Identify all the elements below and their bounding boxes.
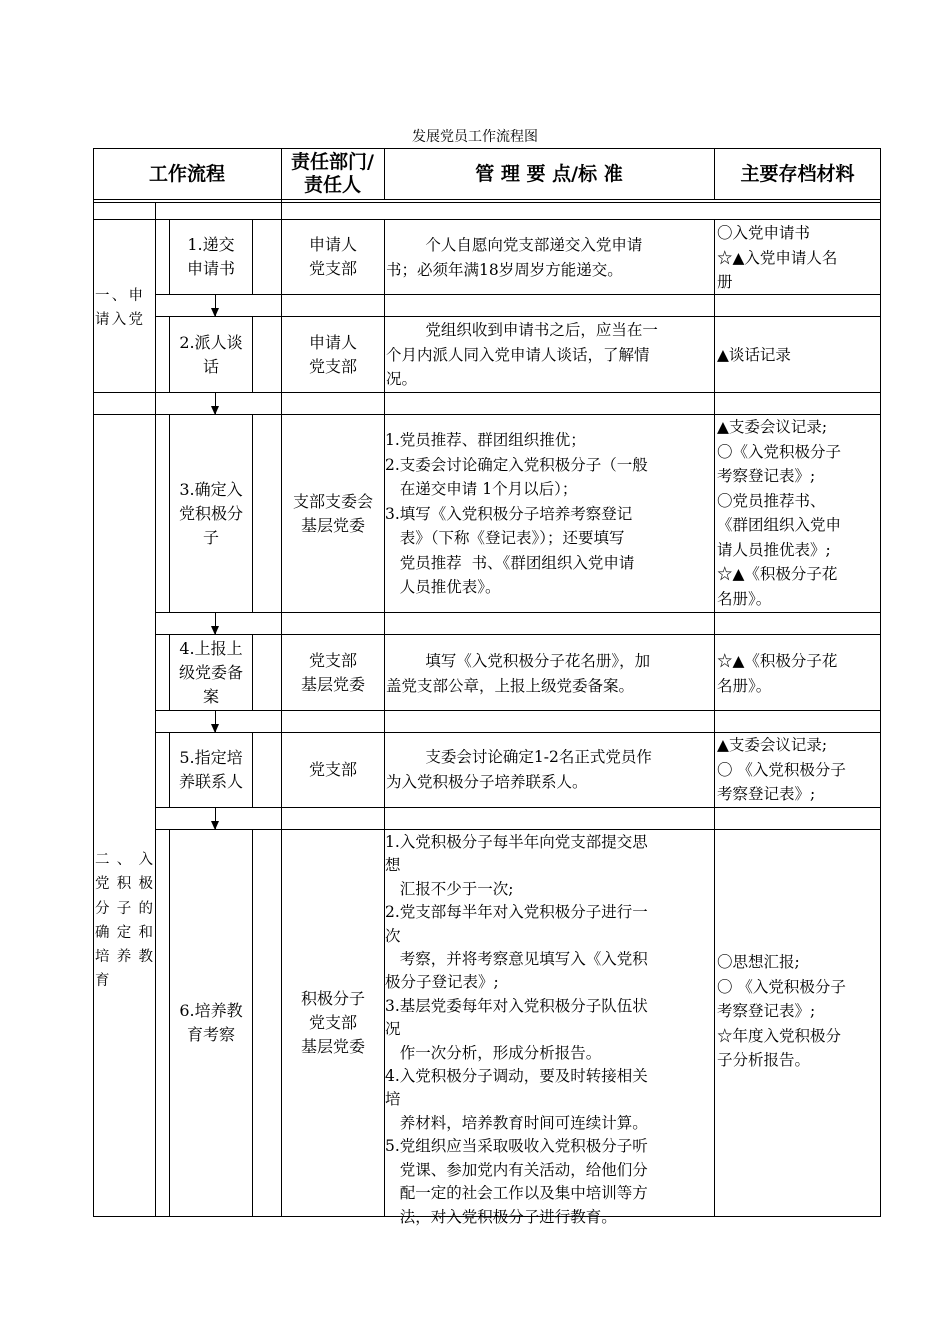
step-5-dept: 党支部	[308, 760, 357, 779]
step-1-points: 个人自愿向党支部递交入党申请 书；必须年满18岁周岁方能递交。	[386, 236, 643, 279]
step-4-dept: 党支部 基层党委	[300, 650, 365, 694]
stage-1-line: 请入党	[95, 312, 143, 328]
step-3-dept: 支部支委会 基层党委	[292, 491, 373, 535]
step-1-docs: 〇入党申请书 ☆▲入党申请人名 册	[717, 224, 838, 291]
header-dept-line2: 责任人	[303, 173, 361, 196]
step-6-dept: 积极分子 党支部 基层党委	[300, 989, 365, 1056]
header-flow: 工作流程	[148, 162, 225, 185]
stage-2-line: 分子的	[95, 900, 153, 917]
stage-2-line: 党积极	[95, 876, 153, 893]
flow-arrow-down-icon	[215, 612, 216, 634]
step-3-docs: ▲支委会议记录; 〇《入党积极分子 考察登记表》; 〇党员推荐书、 《群团组织入党申 请人员推优表》; ☆▲《积极分子花 名册》。	[717, 418, 842, 608]
header-docs: 主要存档材料	[740, 162, 855, 185]
flow-arrow-down-icon	[215, 294, 216, 316]
stage-1-label	[95, 284, 143, 332]
step-2-name: 2.派人谈 话	[179, 332, 243, 376]
step-4-points: 填写《入党积极分子花名册》，加 盖党支部公章，上报上级党委备案。	[386, 652, 651, 695]
header-dept	[281, 148, 384, 199]
step-5-docs: ▲支委会议记录; 〇 《入党积极分子 考察登记表》;	[717, 736, 846, 803]
step-4-docs: ☆▲《积极分子花 名册》。	[717, 652, 838, 695]
step-2-points: 党组织收到申请书之后，应当在一 个月内派人同入党申请人谈话，了解情 况。	[386, 321, 658, 388]
step-1-dept: 申请人 党支部	[308, 235, 357, 278]
page-title: 发展党员工作流程图	[412, 129, 538, 145]
flow-arrow-down-icon	[215, 710, 216, 732]
stage-2-line: 确定和	[95, 924, 153, 941]
stage-2-line: 培养教	[95, 949, 153, 966]
header-dept-line1: 责任部门/	[291, 150, 374, 173]
step-2-dept: 申请人 党支部	[308, 332, 357, 376]
step-3-name: 3.确定入 党积极分 子	[178, 479, 243, 547]
step-1-name: 1.递交 申请书	[186, 235, 235, 278]
stage-1-line: 一、申	[95, 288, 143, 304]
stage-2-line: 二、入	[95, 852, 153, 868]
step-5-name: 5.指定培 养联系人	[178, 748, 243, 791]
step-6-points: 1.入党积极分子每半年向党支部提交思 想 汇报不少于一次; 2.党支部每半年对入党积极分子进行一 次 考察，并将考察意见填写入《入党积 极分子登记表》; 3.基层党委每年对入党积极分子队伍状 况 作一次分析，形成分析报告。 4.入党积极分子调动，要及时转接相关 培 养材料，培养教育时间可连续计算。 5.党组织应当采取吸收入党积极分子听 党课、参加党内有关活动，给他们分 配一定的社会工作以及集中培训等方 法，对入党积极分子进行教育。	[385, 833, 648, 1226]
step-2-docs: ▲谈话记录	[717, 345, 791, 364]
step-5-points: 支委会讨论确定1-2名正式党员作 为入党积极分子培养联系人。	[386, 748, 652, 791]
step-4-name: 4.上报上 级党委备 案	[178, 638, 243, 706]
flow-arrow-down-icon	[215, 807, 216, 829]
stage-2-line: 育	[95, 973, 110, 990]
stage-2-label	[95, 848, 153, 994]
step-6-name: 6.培养教 育考察	[179, 1001, 243, 1044]
step-3-points: 1.党员推荐、群团组织推优； 2.支委会讨论确定入党积极分子（一般 在递交申请 1个月以后）； 3.填写《入党积极分子培养考察登记 表》（下称《登记表》）；还要填写 党员推荐 书、《群团组织入党申请 人员推优表》。	[385, 431, 648, 596]
flow-arrow-down-icon	[215, 392, 216, 414]
flow-table	[93, 148, 881, 1226]
header-points: 管 理 要 点/标 准	[475, 162, 623, 185]
step-6-docs: 〇思想汇报; 〇 《入党积极分子 考察登记表》; ☆年度入党积极分 子分析报告。	[717, 953, 846, 1069]
